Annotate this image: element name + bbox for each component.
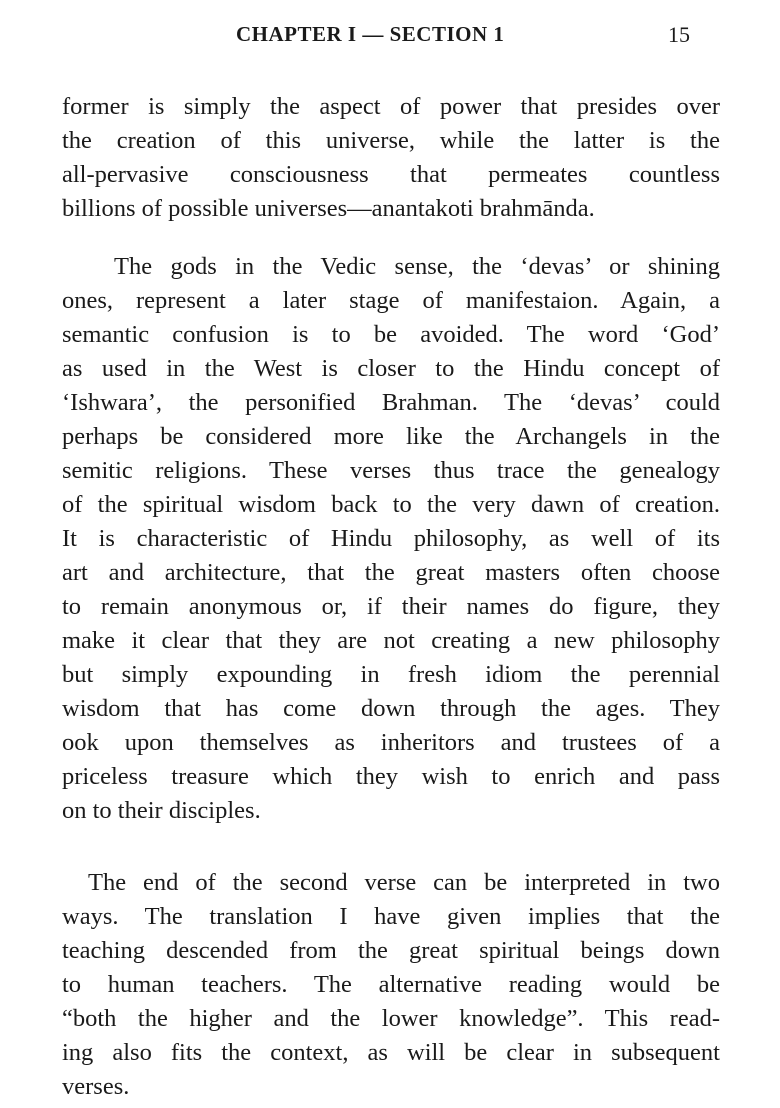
text-line: of the spiritual wisdom back to the very dawn of creation. xyxy=(62,491,720,518)
text-line: but simply expounding in fresh idiom the perennial xyxy=(62,661,720,688)
paragraph-2 xyxy=(62,250,720,828)
text-line: art and architecture, that the great masters often choose xyxy=(62,559,720,586)
text-line: former is simply the aspect of power that presides over xyxy=(62,93,720,120)
text-line: the creation of this universe, while the latter is the xyxy=(62,127,720,154)
text-line: ones, represent a later stage of manifestaion. Again, a xyxy=(62,287,720,314)
text-line: ing also fits the context, as will be clear in subsequent xyxy=(62,1039,720,1066)
text-line: The gods in the Vedic sense, the ‘devas’ or shining xyxy=(114,253,720,280)
text-line: The end of the second verse can be interpreted in two xyxy=(88,869,720,896)
text-line: make it clear that they are not creating a new philosophy xyxy=(62,627,720,654)
running-header xyxy=(0,22,780,52)
text-line: ways. The translation I have given implies that the xyxy=(62,903,720,930)
text-line: priceless treasure which they wish to enrich and pass xyxy=(62,763,720,790)
text-line: semantic confusion is to be avoided. The word ‘God’ xyxy=(62,321,720,348)
text-line: as used in the West is closer to the Hindu concept of xyxy=(62,355,720,382)
text-line: “both the higher and the lower knowledge”. This read- xyxy=(62,1005,720,1032)
text-line: to remain anonymous or, if their names do figure, they xyxy=(62,593,720,620)
text-line: on to their disciples. xyxy=(62,797,261,824)
text-line: perhaps be considered more like the Archangels in the xyxy=(62,423,720,450)
page-number: 15 xyxy=(668,22,690,47)
text-line: ‘Ishwara’, the personified Brahman. The ‘devas’ could xyxy=(62,389,720,416)
text-line: semitic religions. These verses thus trace the genealogy xyxy=(62,457,720,484)
text-line: wisdom that has come down through the ages. They xyxy=(62,695,720,722)
text-line: ook upon themselves as inheritors and trustees of a xyxy=(62,729,720,756)
paragraph-1 xyxy=(62,90,720,226)
text-line: It is characteristic of Hindu philosophy, as well of its xyxy=(62,525,720,552)
paragraph-3 xyxy=(62,866,720,1104)
text-line: to human teachers. The alternative reading would be xyxy=(62,971,720,998)
text-line: all-pervasive consciousness that permeates countless xyxy=(62,161,720,188)
text-line: verses. xyxy=(62,1073,130,1100)
running-title: CHAPTER I — SECTION 1 xyxy=(236,22,505,46)
text-line: teaching descended from the great spiritual beings down xyxy=(62,937,720,964)
text-line: billions of possible universes—anantakoti brahmānda. xyxy=(62,195,595,222)
